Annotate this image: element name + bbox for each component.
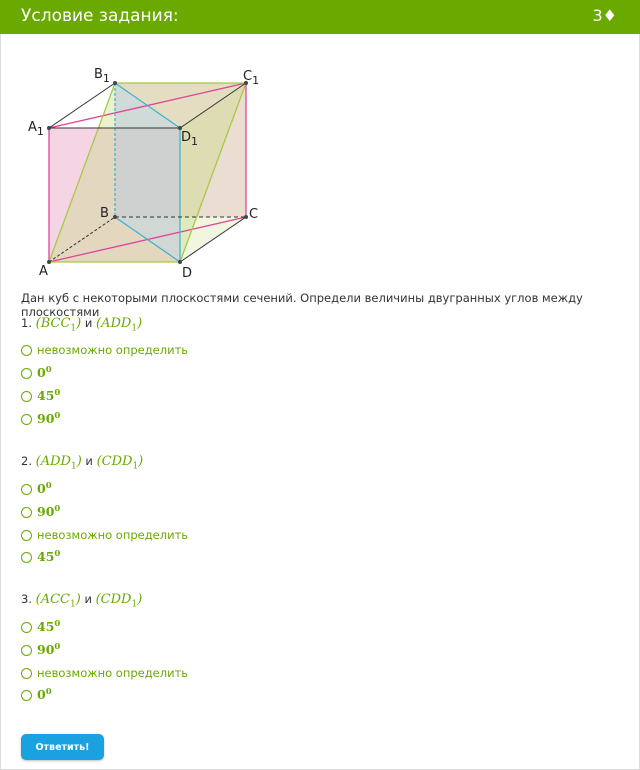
- label-a1: $A_1$: [28, 120, 44, 138]
- radio-button[interactable]: [21, 622, 32, 633]
- label-d1: $D_1$: [181, 130, 199, 148]
- radio-button[interactable]: [21, 414, 32, 425]
- q1-option-4[interactable]: $90^0$: [21, 410, 60, 428]
- points-badge: 3♦: [592, 6, 617, 25]
- q2-option-3[interactable]: невозможно определить: [21, 526, 188, 544]
- q3-option-4[interactable]: $0^0$: [21, 686, 52, 704]
- task-intro: Дан куб с некоторыми плоскостями сечений. Определи величины двугранных углов между плоскостями: [21, 291, 583, 319]
- header-title: Условие задания:: [21, 6, 179, 26]
- task-header: [0, 0, 640, 34]
- q3-option-3[interactable]: невозможно определить: [21, 664, 188, 682]
- q2-option-2[interactable]: $90^0$: [21, 503, 60, 521]
- radio-button[interactable]: [21, 391, 32, 402]
- label-c1: $C_1$: [243, 69, 260, 87]
- radio-button[interactable]: [21, 507, 32, 518]
- question-2-plane-2: $(CDD_1)$: [96, 454, 144, 472]
- question-3-plane-2: $(CDD_1)$: [95, 592, 143, 610]
- question-1-title: 1. $(BCC_1)$ и $(ADD_1)$: [21, 316, 143, 334]
- q1-option-3[interactable]: $45^0$: [21, 387, 60, 405]
- radio-button[interactable]: [21, 645, 32, 656]
- question-3-plane-1: $(ACC_1)$: [35, 592, 81, 610]
- label-b: B: [100, 206, 109, 221]
- q1-option-2[interactable]: $0^0$: [21, 364, 52, 382]
- q3-option-2[interactable]: $90^0$: [21, 641, 60, 659]
- question-2-plane-1: $(ADD_1)$: [35, 454, 82, 472]
- question-1-plane-2: $(ADD_1)$: [96, 316, 143, 334]
- label-c: C: [249, 207, 259, 222]
- question-2-title: 2. $(ADD_1)$ и $(CDD_1)$: [21, 454, 144, 472]
- q3-option-1[interactable]: $45^0$: [21, 618, 60, 636]
- radio-button[interactable]: [21, 345, 32, 356]
- cube-figure: [20, 60, 280, 285]
- label-a: A: [39, 264, 48, 279]
- label-d: D: [182, 266, 193, 281]
- radio-button[interactable]: [21, 552, 32, 563]
- label-b1: $B_1$: [94, 67, 110, 85]
- radio-button[interactable]: [21, 530, 32, 541]
- q2-option-4[interactable]: $45^0$: [21, 548, 60, 566]
- question-1-plane-1: $(BCC_1)$: [35, 316, 82, 334]
- radio-button[interactable]: [21, 690, 32, 701]
- q2-option-1[interactable]: $0^0$: [21, 480, 52, 498]
- question-3-title: 3. $(ACC_1)$ и $(CDD_1)$: [21, 592, 143, 610]
- answer-button[interactable]: Ответить!: [21, 734, 104, 760]
- radio-button[interactable]: [21, 368, 32, 379]
- radio-button[interactable]: [21, 484, 32, 495]
- radio-button[interactable]: [21, 668, 32, 679]
- q1-option-1[interactable]: невозможно определить: [21, 341, 188, 359]
